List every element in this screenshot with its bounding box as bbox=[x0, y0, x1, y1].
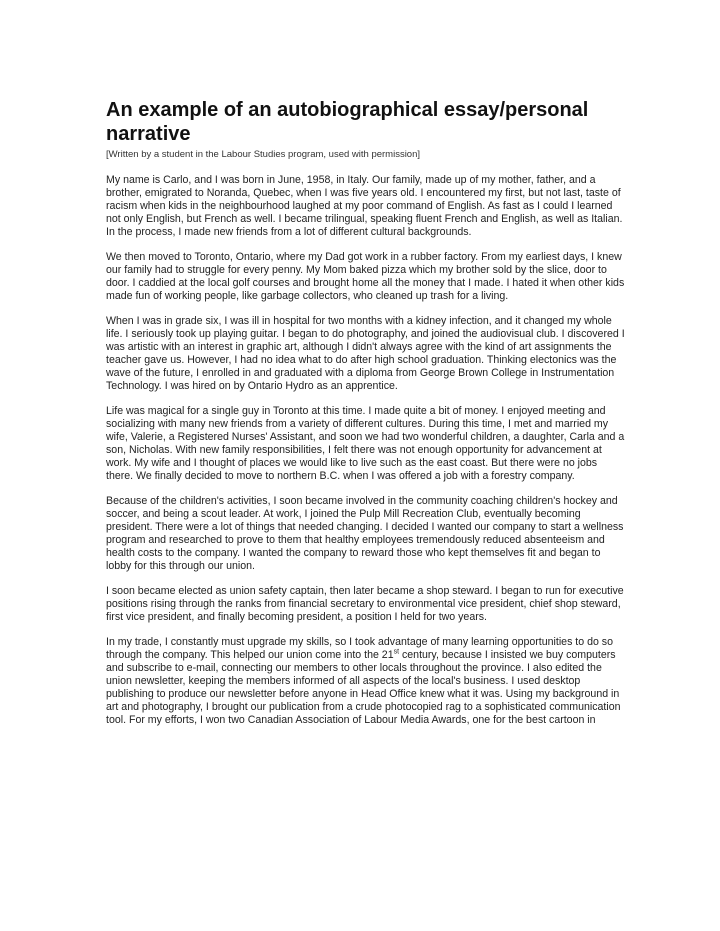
paragraph-3: When I was in grade six, I was ill in hospital for two months with a kidney infection, and it changed my whole life. I seriously took up playing guitar. I began to do photography, and joined the audiovisual club. I discovered I was artistic with an interest in graphic art, although I didn't always agree with the kind of art assignments the teacher gave us. However, I had no idea what to do after high school graduation. Thinking electonics was the wave of the future, I enrolled in and graduated with a diploma from George Brown College in Instrumentation Technology. I was hired on by Ontario Hydro as an apprentice. bbox=[106, 315, 625, 392]
paragraph-6: I soon became elected as union safety captain, then later became a shop steward. I began to run for executive positions rising through the ranks from financial secretary to environmental vice president, chief shop steward, first vice president, and finally becoming president, a position I held for two years. bbox=[106, 585, 624, 623]
paragraph-7 bbox=[106, 636, 626, 727]
essay-attribution: [Written by a student in the Labour Studies program, used with permission] bbox=[106, 149, 421, 160]
paragraph-4: Life was magical for a single guy in Toronto at this time. I made quite a bit of money. I enjoyed meeting and socializing with many new friends from a variety of different cultures. During this time, I met and married my wife, Valerie, a Registered Nurses' Assistant, and soon we had two wonderful children, a daughter, Carla and a son, Nicholas. With new family responsibilities, I felt there was not enough opportunity for advancement at work. My wife and I thought of places we would like to live such as the east coast. But there were no jobs there. We finally decided to move to northern B.C. when I was offered a job with a forestry company. bbox=[106, 405, 625, 482]
paragraph-5: Because of the children's activities, I soon became involved in the community coaching children's hockey and soccer, and being a scout leader. At work, I joined the Pulp Mill Recreation Club, eventually becoming president. There were a lot of things that needed changing. I decided I wanted our company to start a wellness program and researched to prove to them that healthy employees tremendously reduced absenteeism and health costs to the company. I wanted the company to reward those who kept themselves fit and began to lobby for this through our union. bbox=[106, 495, 624, 572]
essay-content bbox=[106, 98, 626, 739]
paragraph-1: My name is Carlo, and I was born in June, 1958, in Italy. Our family, made up of my mother, father, and a brother, emigrated to Noranda, Quebec, when I was five years old. I encountered my first, but not last, taste of racism when kids in the neighbourhood laughed at my poor command of English. As fast as I could I learned not only English, but French as well. I became trilingual, speaking fluent French and English, as well as Italian. In the process, I made new friends from a lot of different cultural backgrounds. bbox=[106, 174, 623, 238]
ordinal-suffix: st bbox=[393, 648, 400, 656]
paragraph-2: We then moved to Toronto, Ontario, where my Dad got work in a rubber factory. From my earliest days, I knew our family had to struggle for every penny. My Mom baked pizza which my brother sold by the slice, door to door. I caddied at the local golf courses and brought home all the money that I made. I hated it when other kids made fun of working people, like garbage collectors, who cleaned up trash for a living. bbox=[106, 251, 625, 302]
essay-title: An example of an autobiographical essay/personal narrative bbox=[106, 99, 589, 145]
paragraph-7-text-b: century, because I insisted we buy computers and subscribe to e-mail, connecting our members to other locals throughout the province. I also edited the union newsletter, keeping the members informed of all aspects of the local's business. I used desktop publishing to produce our newsletter before anyone in Head Office knew what it was. Using my background in art and photography, I brought our publication from a crude photocopied rag to a sophisticated communication tool. For my efforts, I won two Canadian Association of Labour Media Awards, one for the best cartoon in bbox=[106, 649, 621, 726]
paragraph-7-text-a: In my trade, I constantly must upgrade my skills, so I took advantage of many learning opportunities to do so through the company. This helped our union come into the 21 bbox=[106, 636, 613, 661]
